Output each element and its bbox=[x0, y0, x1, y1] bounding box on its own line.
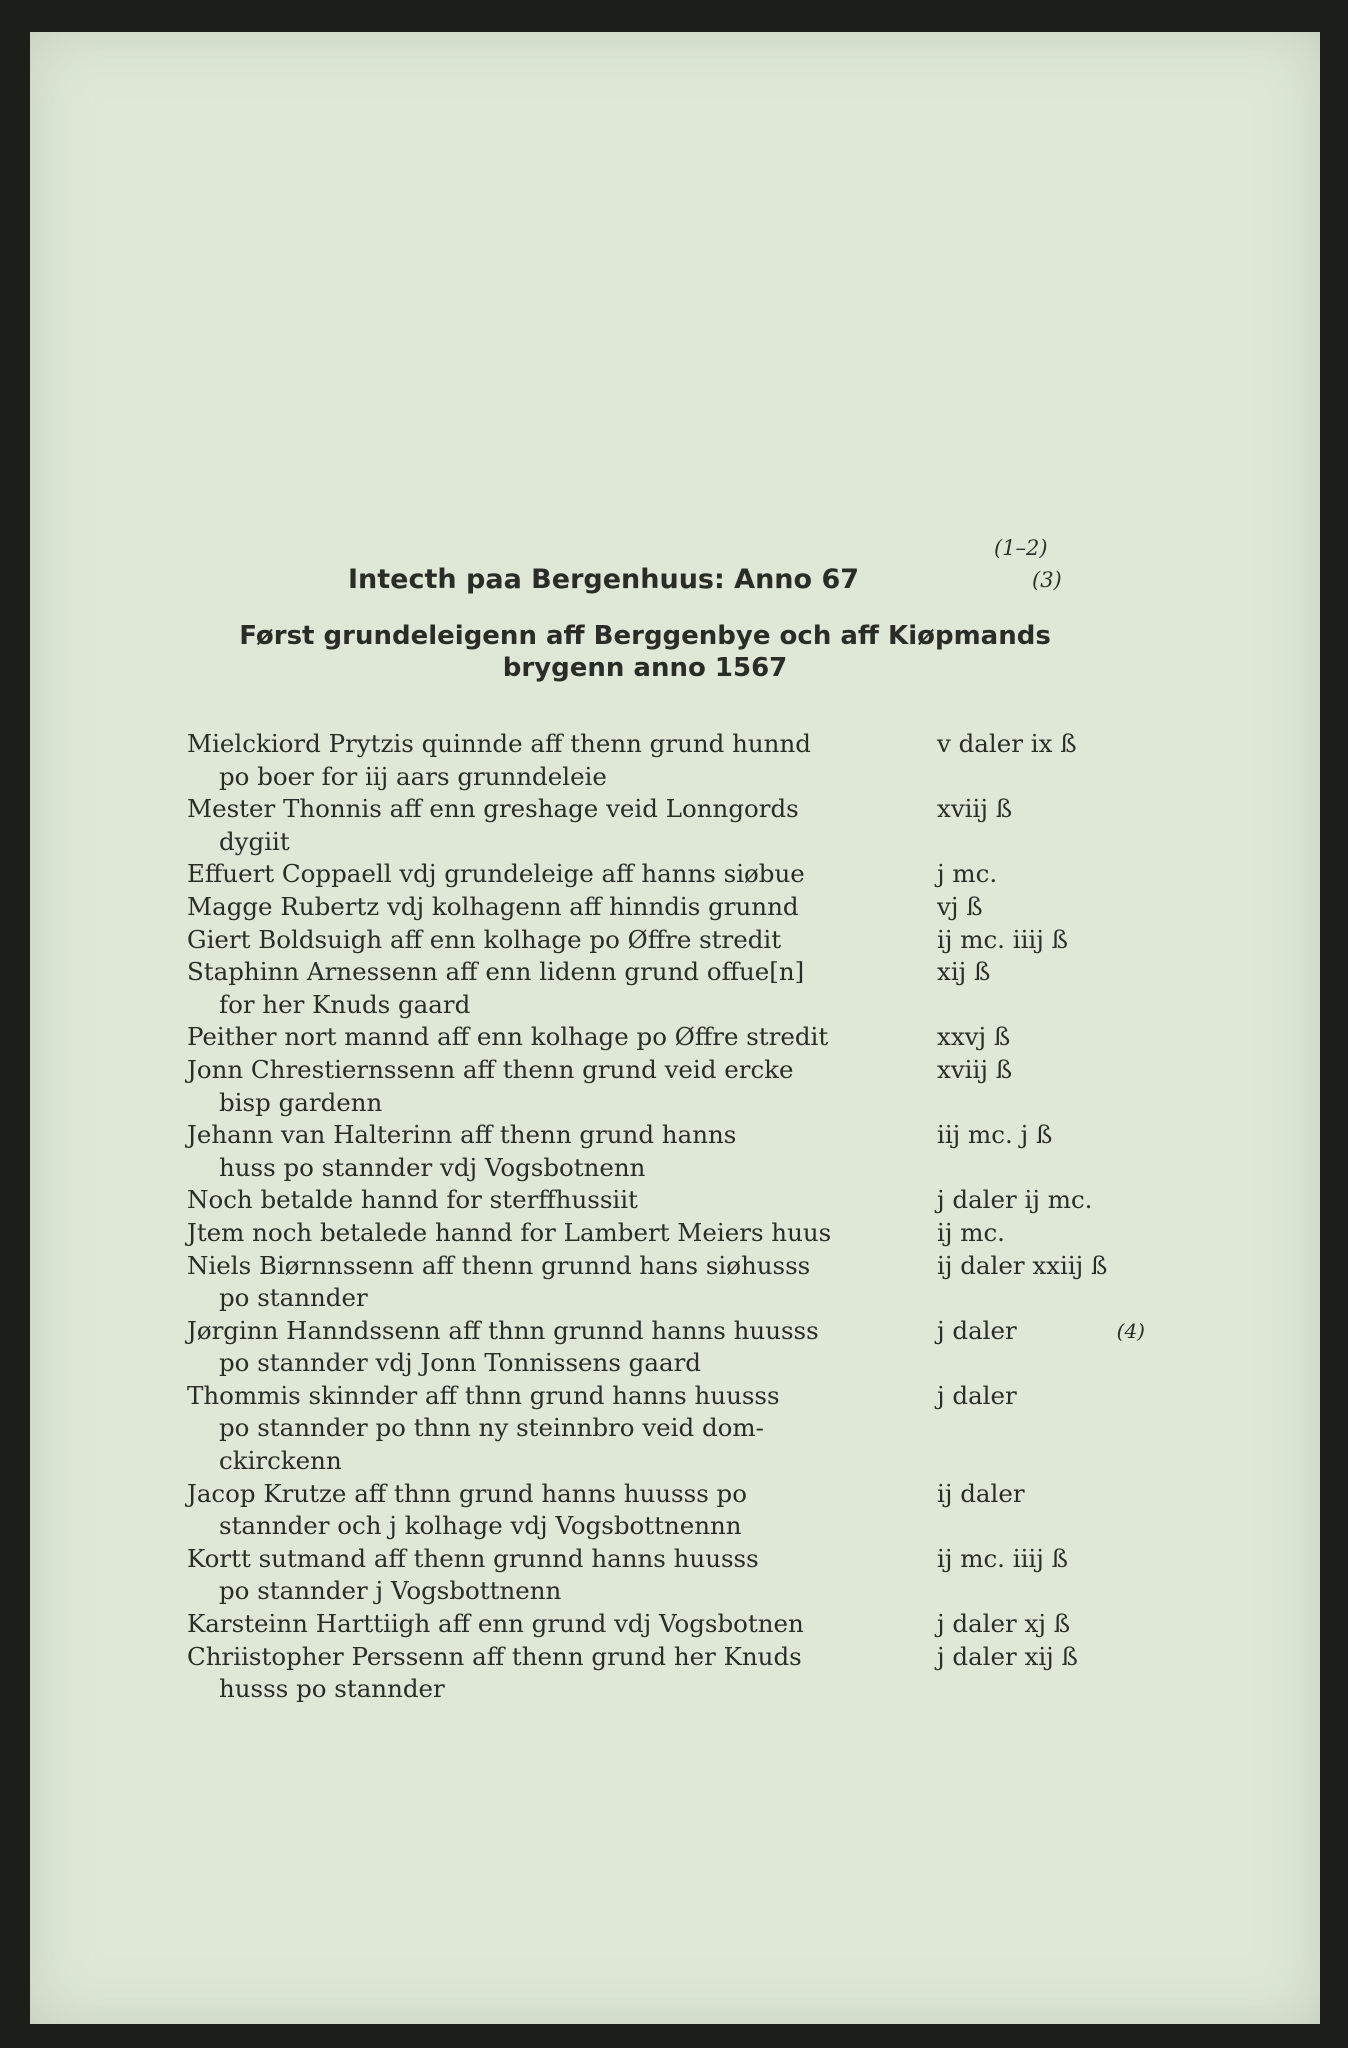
entry-amount bbox=[901, 1608, 1137, 1641]
entry-amount-text: j daler ij mc. bbox=[937, 1185, 1093, 1215]
entry-description bbox=[187, 924, 901, 957]
entry-description-line: po stannder vdj Jonn Tonnissens gaard bbox=[219, 1348, 701, 1378]
entry-row bbox=[187, 1250, 1137, 1315]
entry-description-line: Noch betalde hannd for sterffhussiit bbox=[187, 1185, 638, 1215]
entry-row bbox=[187, 1119, 1137, 1184]
entry-description-line: husss po stannder bbox=[219, 1674, 445, 1704]
entry-amount bbox=[901, 858, 1137, 891]
entry-description-line: Niels Biørnnssenn aff thenn grunnd hans siøhusss bbox=[187, 1250, 811, 1280]
entry-row bbox=[187, 1641, 1137, 1706]
entry-amount bbox=[901, 1380, 1137, 1413]
entry-description bbox=[187, 1250, 901, 1315]
entry-description-line: Mielckiord Prytzis quinnde aff thenn grund hunnd bbox=[187, 729, 811, 758]
entry-description-line: po boer for iij aars grunndeleie bbox=[219, 761, 607, 791]
entry-row bbox=[187, 1184, 1137, 1217]
entry-description-line: Giert Boldsuigh aff enn kolhage po Øffre stredit bbox=[187, 924, 782, 954]
entry-amount-text: xxvj ß bbox=[937, 1022, 1011, 1052]
entry-description-line: Jonn Chrestiernssenn aff thenn grund veid ercke bbox=[187, 1054, 794, 1084]
entry-amount bbox=[901, 1250, 1137, 1283]
entry-amount-text: j daler bbox=[937, 1380, 1017, 1410]
entry-description-line: dygiit bbox=[219, 826, 290, 856]
entry-description-line: Karsteinn Harttiigh aff enn grund vdj Vogsbotnen bbox=[187, 1609, 804, 1639]
entry-amount bbox=[901, 1184, 1137, 1217]
entry-amount bbox=[901, 728, 1137, 761]
entry-amount bbox=[901, 924, 1137, 957]
entry-description-line: ckirckenn bbox=[219, 1446, 342, 1476]
entry-amount bbox=[901, 1217, 1137, 1250]
entry-row bbox=[187, 728, 1137, 793]
entry-description bbox=[187, 1380, 901, 1478]
entry-amount-text: j daler bbox=[937, 1315, 1017, 1345]
entry-description-line: Jørginn Hanndssenn aff thnn grunnd hanns huusss bbox=[187, 1315, 819, 1345]
entry-amount-text: xviij ß bbox=[937, 1054, 1013, 1084]
entry-description-line: Chriistopher Perssenn aff thenn grund her Knuds bbox=[187, 1641, 802, 1671]
entry-description-line: Jacop Krutze aff thnn grund hanns huusss po bbox=[187, 1478, 747, 1508]
entry-description-line: Magge Rubertz vdj kolhagenn aff hinndis grunnd bbox=[187, 891, 799, 921]
margin-note-entry: (4) bbox=[1116, 1318, 1145, 1343]
entries-list bbox=[187, 728, 1145, 1706]
entry-description-line: huss po stannder vdj Vogsbotnenn bbox=[219, 1152, 646, 1182]
entry-description bbox=[187, 1184, 901, 1217]
entry-description-line: po stannder po thnn ny steinnbro veid dom- bbox=[219, 1413, 764, 1443]
entry-description bbox=[187, 956, 901, 1021]
entry-description-line: Kortt sutmand aff thenn grunnd hanns huusss bbox=[187, 1543, 759, 1573]
entry-row bbox=[187, 891, 1137, 924]
entry-amount-text: j daler xij ß bbox=[937, 1641, 1078, 1671]
entry-amount-text: v daler ix ß bbox=[937, 729, 1077, 758]
entry-row bbox=[187, 1478, 1137, 1543]
entry-description bbox=[187, 1054, 901, 1119]
entry-row bbox=[187, 858, 1137, 891]
entry-amount-text: ij daler bbox=[937, 1478, 1025, 1508]
entry-amount bbox=[901, 891, 1137, 924]
entry-amount-text: ij daler xxiij ß bbox=[937, 1250, 1108, 1280]
entry-amount-text: ij mc. bbox=[937, 1217, 1005, 1247]
margin-note-second: (3) bbox=[1032, 568, 1062, 592]
entry-row bbox=[187, 1543, 1137, 1608]
entry-amount bbox=[901, 956, 1137, 989]
entry-amount-text: j mc. bbox=[937, 859, 998, 889]
entry-amount bbox=[901, 1054, 1137, 1087]
entry-amount bbox=[901, 1641, 1137, 1674]
entry-description bbox=[187, 728, 901, 793]
entry-description-line: Effuert Coppaell vdj grundeleige aff hanns siøbue bbox=[187, 859, 805, 889]
entry-amount-text: vj ß bbox=[937, 891, 983, 921]
entry-description bbox=[187, 1641, 901, 1706]
entry-amount bbox=[901, 793, 1137, 826]
entry-amount bbox=[901, 1315, 1145, 1348]
entry-description-line: stannder och j kolhage vdj Vogsbottnennn bbox=[219, 1511, 742, 1541]
entry-description bbox=[187, 1119, 901, 1184]
entry-amount-text: xij ß bbox=[937, 957, 991, 987]
entry-description bbox=[187, 1608, 901, 1641]
entry-row bbox=[187, 793, 1137, 858]
entry-description bbox=[187, 1478, 901, 1543]
entry-row bbox=[187, 924, 1137, 957]
entry-amount-text: j daler xj ß bbox=[937, 1609, 1071, 1639]
entry-description-line: Staphinn Arnessenn aff enn lidenn grund offue[n] bbox=[187, 957, 805, 987]
entry-row bbox=[187, 1608, 1137, 1641]
entry-row bbox=[187, 956, 1137, 1021]
entry-row bbox=[187, 1054, 1137, 1119]
entry-amount bbox=[901, 1478, 1137, 1511]
entry-description-line: Peither nort mannd aff enn kolhage po Øffre stredit bbox=[187, 1022, 829, 1052]
entry-description-line: Thommis skinnder aff thnn grund hanns huusss bbox=[187, 1380, 780, 1410]
entry-description bbox=[187, 1217, 901, 1250]
entry-description bbox=[187, 1543, 901, 1608]
entry-description-line: Jtem noch betalede hannd for Lambert Meiers huus bbox=[187, 1217, 832, 1247]
entry-description-line: Jehann van Halterinn aff thenn grund hanns bbox=[187, 1120, 737, 1150]
entry-amount bbox=[901, 1119, 1137, 1152]
entry-amount bbox=[901, 1543, 1137, 1576]
entry-description-line: for her Knuds gaard bbox=[219, 989, 471, 1019]
entry-description bbox=[187, 858, 901, 891]
entry-row bbox=[187, 1021, 1137, 1054]
entry-description-line: Mester Thonnis aff enn greshage veid Lonngords bbox=[187, 794, 799, 824]
entry-amount bbox=[901, 1021, 1137, 1054]
entry-description bbox=[187, 891, 901, 924]
entry-description bbox=[187, 793, 901, 858]
entry-description bbox=[187, 1021, 901, 1054]
entry-amount-text: xviij ß bbox=[937, 794, 1013, 824]
entry-amount-text: ij mc. iiij ß bbox=[937, 1543, 1069, 1573]
entry-description-line: po stannder bbox=[219, 1283, 368, 1313]
document-page bbox=[30, 32, 1320, 2024]
entry-description-line: po stannder j Vogsbottnenn bbox=[219, 1576, 562, 1606]
entry-description bbox=[187, 1315, 901, 1380]
entry-amount-text: ij mc. iiij ß bbox=[937, 924, 1069, 954]
entry-description-line: bisp gardenn bbox=[219, 1087, 383, 1117]
page-heading: Intecth paa Bergenhuus: Anno 67 bbox=[348, 564, 860, 595]
subheading-line-2: brygenn anno 1567 bbox=[502, 653, 788, 683]
entry-amount-text: iij mc. j ß bbox=[937, 1120, 1053, 1150]
margin-note-top: (1–2) bbox=[994, 536, 1048, 560]
subheading-line-1: Først grundeleigenn aff Berggenbye och aff Kiøpmands bbox=[239, 621, 1051, 651]
entry-row bbox=[187, 1217, 1137, 1250]
entry-row bbox=[187, 1380, 1137, 1478]
entry-row bbox=[187, 1315, 1145, 1380]
